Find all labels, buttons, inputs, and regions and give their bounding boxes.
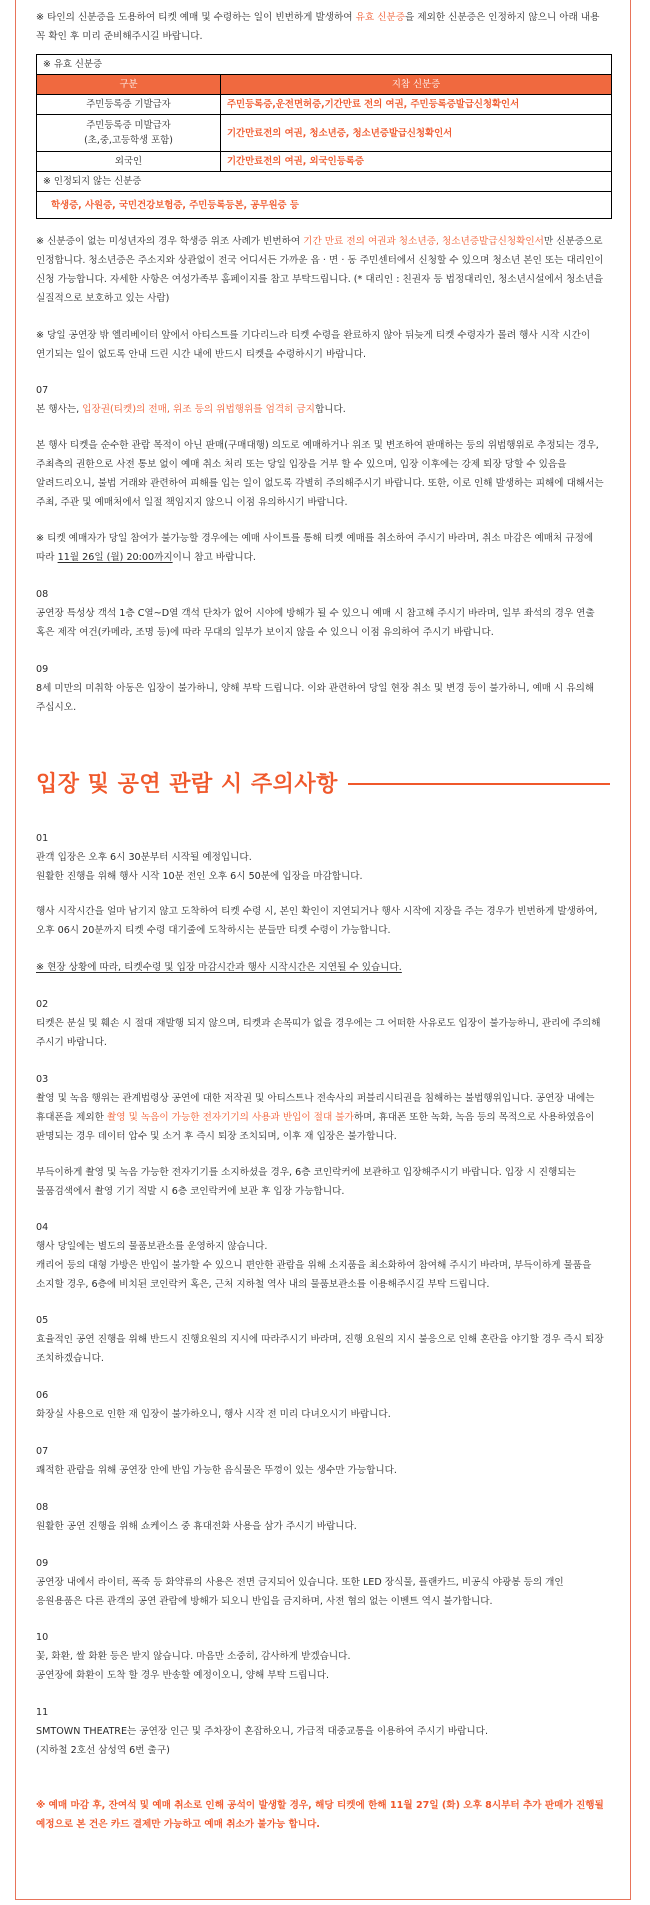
- item-number: 11: [36, 1707, 49, 1718]
- intro-notice: ※ 타인의 신분증을 도용하여 티켓 예매 및 수령하는 일이 빈번하게 발생하여 유효 신분증을 제외한 신분증은 인정하지 않으니 아래 내용 꼭 확인 후 미리 준비해주시길 바랍니다.: [36, 12, 600, 42]
- section-divider: [348, 783, 610, 785]
- item-number: 06: [36, 1390, 49, 1401]
- item-number: 01: [36, 833, 49, 844]
- table-row: 외국인 기간만료전의 여권, 외국인등록증: [37, 152, 612, 172]
- subway-exit-text: (지하철 2호선 삼성역 6번 출구): [36, 1745, 170, 1756]
- resale-ban-text: 본 행사는, 입장권(티켓)의 전매, 위조 등의 위법행위를 엄격히 금지합니다.: [36, 404, 346, 415]
- delay-notice: ※ 현장 상황에 따라, 티켓수령 및 입장 마감시간과 행사 시작시간은 지연될 수 있습니다.: [36, 962, 402, 973]
- item-number: 08: [36, 589, 49, 600]
- staff-instruction-text: 효율적인 공연 진행을 위해 반드시 진행요원의 지시에 따라주시기 바라며, 진행 요원의 지시 불응으로 인해 혼란을 야기할 경우 즉시 퇴장 조치하겠습니다.: [36, 1334, 604, 1364]
- item-number: 09: [36, 1558, 49, 1569]
- item-number: 04: [36, 1222, 49, 1233]
- cancel-deadline-note: ※ 티켓 예매자가 당일 참여가 불가능할 경우에는 예매 사이트를 통해 티켓 예매를 취소하여 주시기 바라며, 취소 마감은 예매처 규정에 따라 11월 26일 (월) 20:00까지이니 참고 바랍니다.: [36, 533, 594, 563]
- id-table: [36, 54, 612, 219]
- item-number: 07: [36, 1446, 49, 1457]
- food-text: 쾌적한 관람을 위해 공연장 안에 반입 가능한 음식물은 뚜껑이 있는 생수만 가능합니다.: [36, 1465, 397, 1476]
- seat-note: 공연장 특성상 객석 1층 C열~D열 객석 단차가 없어 시야에 방해가 될 수 있으니 예매 시 참고해 주시기 바라며, 일부 좌석의 경우 연출 혹은 제작 여건(카메라, 조명 등)에 따라 무대의 일부가 보이지 않을 수 있으니 이점 유의하여 주시기 바랍니다.: [36, 608, 595, 638]
- item-number: 10: [36, 1632, 49, 1643]
- entry-close-text: 원활한 진행을 위해 행사 시작 10분 전인 오후 6시 50분에 입장을 마감합니다.: [36, 871, 363, 882]
- item-number: 02: [36, 999, 49, 1010]
- fireworks-text: 공연장 내에서 라이터, 폭죽 등 화약류의 사용은 전면 금지되어 있습니다. 또한 LED 장식물, 플랜카드, 비공식 야광봉 등의 개인 응원용품은 다른 관객의 공연 관람에 방해가 되오니 반입을 금지하며, 사전 협의 없는 이벤트 역시 불가합니다.: [36, 1577, 564, 1607]
- table-row: 주민등록증 기발급자 주민등록증,운전면허증,기간만료 전의 여권, 주민등록증발급신청확인서: [37, 95, 612, 115]
- col-header-type: 구분: [37, 75, 221, 95]
- item-number: 03: [36, 1074, 49, 1085]
- item-number: 09: [36, 664, 49, 675]
- item-number: 08: [36, 1502, 49, 1513]
- valid-id-title: ※ 유효 신분증: [37, 55, 612, 75]
- item-number: 07: [36, 385, 49, 396]
- table-cell-type: 주민등록증 미발급자 (초,중,고등학생 포함): [37, 115, 221, 152]
- flowers-text: 꽃, 화환, 쌀 화환 등은 받지 않습니다. 마음만 소중히, 감사하게 받겠습니다.: [36, 1651, 351, 1662]
- entry-time-text: 관객 입장은 오후 6시 30분부터 시작될 예정입니다.: [36, 852, 252, 863]
- restroom-text: 화장실 사용으로 인한 재 입장이 불가하오니, 행사 시작 전 미리 다녀오시기 바랍니다.: [36, 1409, 391, 1420]
- table-row: 주민등록증 미발급자 (초,중,고등학생 포함) 기간만료전의 여권, 청소년증, 청소년증발급신청확인서: [37, 115, 612, 152]
- item-number: 05: [36, 1315, 49, 1326]
- section-title: 입장 및 공연 관람 시 주의사항: [36, 771, 338, 797]
- ticket-pickup-text: 행사 시작시간을 얼마 남기지 않고 도착하여 티켓 수령 시, 본인 확인이 지연되거나 행사 시작에 지장을 주는 경우가 빈번하게 발생하여, 오후 06시 20분까지 티켓 수령 대기줄에 도착하시는 분들만 티켓 수령이 가능합니다.: [36, 906, 598, 936]
- col-header-ids: 지참 신분증: [221, 75, 612, 95]
- transport-text: SMTOWN THEATRE는 공연장 인근 및 주차장이 혼잡하오니, 가급적 대중교통을 이용하여 주시기 바랍니다.: [36, 1726, 488, 1737]
- final-notice: ※ 예매 마감 후, 잔여석 및 예매 취소로 인해 공석이 발생할 경우, 해당 티켓에 한해 11월 27일 (화) 오후 8시부터 추가 판매가 진행될 예정으로 본 건은 카드 결제만 가능하고 예매 취소가 불가능 합니다.: [36, 1800, 604, 1830]
- resale-ban-detail: 본 행사 티켓을 순수한 관람 목적이 아닌 판매(구매대행) 의도로 예매하거나 위조 및 변조하여 판매하는 등의 위법행위로 추정되는 경우, 주최측의 권한으로 사전 통보 없이 예매 취소 처리 또는 당일 입장을 거부 할 수 있으며, 입장 이후에는 강제 퇴장 당할 수 있음을 알려드리오니, 불법 거래와 관련하여 피해를 입는 일이 없도록 각별히 주의해주시기 바랍니다. 또한, 이로 인해 발생하는 피해에 대해서는 주최, 주관 및 예매처에서 일절 책임지지 않으니 이점 유의하시기 바랍니다.: [36, 440, 604, 508]
- invalid-id-list: 학생증, 사원증, 국민건강보험증, 주민등록등본, 공무원증 등: [37, 192, 612, 219]
- artist-wait-note: ※ 당일 공연장 밖 엘리베이터 앞에서 아티스트를 기다리느라 티켓 수령을 완료하지 않아 뒤늦게 티켓 수령자가 몰려 행사 시작 시간이 연기되는 일이 없도록 안내 드린 시간 내에 반드시 티켓을 수령하시기 바랍니다.: [36, 330, 591, 360]
- age-limit-note: 8세 미만의 미취학 아동은 입장이 불가하니, 양해 부탁 드립니다. 이와 관련하여 당일 현장 취소 및 변경 등이 불가하니, 예매 시 유의해 주십시오.: [36, 683, 595, 713]
- cancel-deadline: 11월 26일 (월) 20:00까지: [57, 552, 173, 563]
- baggage-text: 캐리어 등의 대형 가방은 반입이 불가할 수 있으니 편안한 관람을 위해 소지품을 최소화하여 참여해 주시기 바라며, 부득이하게 물품을 소지할 경우, 6층에 비치된 코인락커 혹은, 근처 지하철 역사 내의 물품보관소를 이용해주시길 부탁 드립니다.: [36, 1260, 592, 1290]
- ticket-loss-text: 티켓은 분실 및 훼손 시 절대 재발행 되지 않으며, 티켓과 손목띠가 없을 경우에는 그 어떠한 사유로도 입장이 불가능하니, 관리에 주의해 주시기 바랍니다.: [36, 1018, 601, 1048]
- invalid-id-title: ※ 인정되지 않는 신분증: [37, 172, 612, 192]
- phone-text: 원활한 공연 진행을 위해 쇼케이스 중 휴대전화 사용을 삼가 주시기 바랍니다.: [36, 1521, 357, 1532]
- valid-id-highlight: 유효 신분증: [355, 12, 406, 23]
- no-storage-text: 행사 당일에는 별도의 물품보관소를 운영하지 않습니다.: [36, 1241, 268, 1252]
- minor-id-note: ※ 신분증이 없는 미성년자의 경우 학생증 위조 사례가 빈번하여 기간 만료 전의 여권과 청소년증, 청소년증발급신청확인서만 신분증으로 인정합니다. 청소년증은 주소지와 상관없이 전국 어디서든 가까운 읍 · 면 · 동 주민센터에서 신청할 수 있으며 청소년 본인 또는 대리인이 신청 가능합니다. 자세한 사항은 여성가족부 홈페이지를 참고 부탁드립니다. (* 대리인 : 친권자 등 법정대리인, 청소년시설에서 청소년을 실질적으로 보호하고 있는 사람): [36, 236, 604, 304]
- flowers-return-text: 공연장에 화환이 도착 할 경우 반송할 예정이오니, 양해 부탁 드립니다.: [36, 1670, 330, 1681]
- recording-ban-text: 촬영 및 녹음 행위는 관계법령상 공연에 대한 저작권 및 아티스트나 전속사의 퍼블리시티권을 침해하는 불법행위입니다. 공연장 내에는 휴대폰을 제외한 촬영 및 녹음이 가능한 전자기기의 사용과 반입이 절대 불가하며, 휴대폰 또한 녹화, 녹음 등의 목적으로 사용하였음이 판명되는 경우 데이터 압수 및 소거 후 즉시 퇴장 조치되며, 이후 재 입장은 불가합니다.: [36, 1093, 595, 1142]
- section-heading: [36, 764, 610, 804]
- locker-text: 부득이하게 촬영 및 녹음 가능한 전자기기를 소지하셨을 경우, 6층 코인락커에 보관하고 입장해주시기 바랍니다. 입장 시 진행되는 물품검색에서 촬영 기기 적발 시 6층 코인락커에 보관 후 입장 가능합니다.: [36, 1167, 576, 1197]
